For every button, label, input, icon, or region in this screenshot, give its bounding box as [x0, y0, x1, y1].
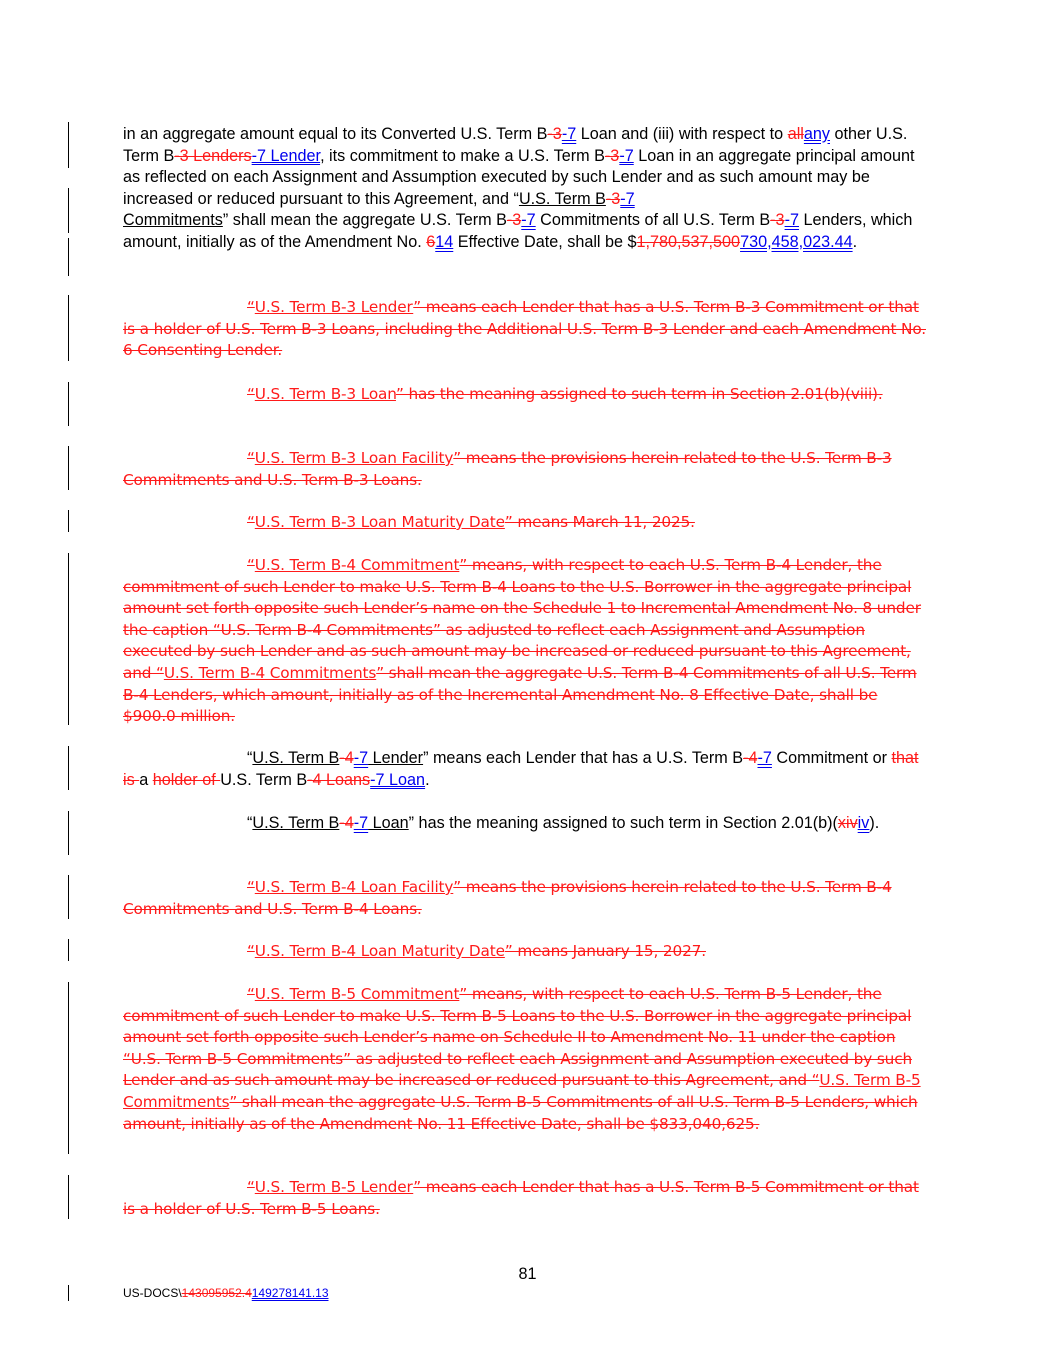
change-bar [68, 939, 69, 961]
deleted-text: -3 [506, 211, 522, 230]
deleted-text: ” means the provisions herein related to the U.S. Term B-4 Commitments and U.S. Term B-4 Loans. [123, 878, 892, 918]
change-bar [68, 811, 69, 855]
deleted-text: 1,780,537,500 [636, 232, 741, 251]
deleted-defined-term: U.S. Term B-4 Loan Facility [254, 878, 454, 896]
text: ). [869, 814, 880, 832]
defined-term: Commitments [123, 211, 223, 230]
text: ” shall mean the aggregate U.S. Term B [222, 211, 507, 230]
paragraph-us-term-b3-loan-facility-deleted [123, 448, 933, 491]
deleted-text: ” means each Lender that has a U.S. Term B-5 Commitment or that is a holder of U.S. Term B-5 Loans. [123, 1178, 919, 1218]
defined-term: U.S. Term B [518, 189, 606, 208]
inserted-text: 730,458,023.44 [740, 232, 853, 251]
inserted-text: -7 [521, 211, 536, 230]
text: “ [247, 749, 253, 767]
deleted-text: ” means January 15, 2027. [504, 942, 706, 960]
deleted-text: -3 [604, 146, 620, 165]
defined-term: Lender [368, 749, 424, 767]
change-bar [68, 382, 69, 426]
deleted-text: ” means the provisions herein related to the U.S. Term B-3 Commitments and U.S. Term B-3 Loans. [123, 449, 892, 489]
text: Commitments of all U.S. Term B [535, 211, 771, 230]
inserted-text: iv [857, 814, 870, 832]
text: other U.S. Term B [123, 125, 908, 165]
deleted-text: “ [247, 878, 255, 896]
deleted-text: that is [123, 749, 919, 789]
deleted-text: “ [247, 449, 255, 467]
deleted-text: ” shall mean the aggregate U.S. Term B-5 Commitments of all U.S. Term B-5 Lenders, which amount, initially as of the Amendment No. 11 Effective Date, shall be $833,040,625. [123, 1092, 918, 1133]
text: Loan in an aggregate principal amount as reflected on each Assignment and Assumption executed by such Lender and as such amount may be increased or reduced pursuant to this Agreement, and “ [123, 146, 915, 208]
inserted-text: -7 Loan [370, 770, 426, 789]
change-bar [68, 122, 69, 168]
text: a [139, 770, 153, 789]
text: “ [247, 814, 253, 832]
deleted-text: -3 [547, 125, 562, 143]
paragraph-us-term-b4-loan-facility-deleted [123, 877, 933, 920]
defined-term: U.S. Term B [252, 749, 340, 767]
deleted-text: -3 [605, 189, 621, 208]
text: , its commitment to make a U.S. Term B [320, 146, 605, 165]
change-bar [68, 238, 69, 276]
inserted-text: -7 [784, 211, 799, 230]
paragraph-us-term-b4-commitment-deleted [123, 555, 933, 728]
defined-term: U.S. Term B [252, 814, 340, 832]
deleted-text: “ [247, 513, 255, 531]
inserted-text: -7 [353, 814, 369, 832]
deleted-defined-term: U.S. Term B-3 Lender [254, 298, 414, 316]
paragraph-us-term-b7-commitment-continued [123, 124, 933, 254]
defined-term: Loan [368, 814, 409, 832]
change-bar [68, 553, 69, 725]
deleted-text: -3 Lenders [174, 146, 252, 165]
change-bar [68, 1175, 69, 1219]
change-bar [68, 188, 69, 233]
change-bar [68, 1285, 69, 1301]
text: Loan and (iii) with respect to [576, 125, 788, 143]
text: Lenders, which amount, initially as of the Amendment No. [123, 211, 913, 251]
inserted-text: -7 [620, 189, 635, 208]
deleted-text: “ [247, 385, 255, 403]
change-bar [68, 295, 69, 361]
inserted-text: -7 [561, 125, 577, 143]
text: Commitment or [771, 749, 892, 767]
deleted-text: -4 [339, 749, 354, 767]
text: in an aggregate amount equal to its Converted U.S. Term B [123, 125, 548, 143]
paragraph-us-term-b5-commitment-deleted [123, 984, 933, 1135]
paragraph-us-term-b3-lender-deleted [123, 297, 933, 362]
deleted-text: ” shall mean the aggregate U.S. Term B-4 Commitments of all U.S. Term B-4 Lenders, which amount, initially as of the Incremental Amendment No. 8 Effective Date, shall be $900.0 million. [123, 663, 917, 726]
change-bar [68, 875, 69, 919]
paragraph-us-term-b3-maturity-deleted [123, 512, 933, 534]
inserted-text: -7 [619, 146, 634, 165]
deleted-text: “ [247, 556, 255, 574]
deleted-text: “ [247, 942, 255, 960]
deleted-text: ” means March 11, 2025. [504, 513, 695, 531]
deleted-text: “ [247, 985, 255, 1003]
paragraph-us-term-b5-lender-deleted [123, 1177, 933, 1220]
inserted-text: 14 [435, 232, 454, 251]
deleted-text: -4 [339, 814, 354, 832]
deleted-defined-term: U.S. Term B-3 Loan Facility [254, 449, 454, 467]
change-bar [68, 746, 69, 790]
inserted-text: 149278141.13 [251, 1286, 329, 1300]
text: . [425, 770, 430, 789]
deleted-text: “ [247, 298, 255, 316]
deleted-text: all [787, 125, 804, 143]
text: ” means each Lender that has a U.S. Term B [423, 749, 744, 767]
deleted-defined-term: U.S. Term B-3 Loan Maturity Date [254, 513, 505, 531]
deleted-defined-term: U.S. Term B-4 Commitments [163, 663, 377, 682]
change-bar [68, 510, 69, 532]
text: ” has the meaning assigned to such term in Section 2.01(b)( [408, 814, 838, 832]
deleted-text: ” means, with respect to each U.S. Term B-4 Lender, the commitment of such Lender to make U.S. Term B-4 Loans to the U.S. Borrower in the aggregate principal amount set forth opposite such Lender’s name on the Schedule 1 to Incremental Amendment No. 8 under the caption “U.S. Term B-4 Commitments” as adjusted to reflect each Assignment and Assumption executed by such Lender and as such amount may be increased or reduced pursuant to this Agreement, and “ [123, 556, 921, 682]
deleted-defined-term: U.S. Term B-3 Loan [254, 385, 396, 403]
text: Effective Date, shall be $ [453, 232, 637, 251]
deleted-text: -4 [743, 749, 758, 767]
deleted-text: 6 [426, 232, 436, 251]
paragraph-us-term-b3-loan-deleted [123, 384, 933, 406]
inserted-text: -7 [757, 749, 772, 767]
deleted-text: “ [247, 1178, 255, 1196]
text: . [852, 232, 858, 251]
deleted-text: 143095952.4 [181, 1286, 252, 1300]
deleted-text: -4 Loans [307, 770, 371, 789]
paragraph-us-term-b4-maturity-deleted [123, 941, 933, 963]
deleted-text: holder of [152, 770, 221, 789]
deleted-text: -3 [770, 211, 785, 230]
document-footer-id [123, 1286, 329, 1300]
paragraph-us-term-b7-lender [123, 748, 933, 791]
deleted-defined-term: U.S. Term B-5 Lender [254, 1178, 414, 1196]
deleted-defined-term: U.S. Term B-5 Commitment [254, 985, 460, 1003]
deleted-text: ” has the meaning assigned to such term in Section 2.01(b)(viii). [395, 385, 883, 403]
inserted-text: -7 [353, 749, 369, 767]
inserted-text: -7 Lender [251, 146, 321, 165]
deleted-defined-term: U.S. Term B-4 Commitment [254, 556, 460, 574]
text: U.S. Term B [220, 770, 308, 789]
paragraph-us-term-b7-loan [123, 813, 933, 835]
deleted-defined-term: U.S. Term B-4 Loan Maturity Date [254, 942, 505, 960]
change-bar [68, 446, 69, 490]
deleted-defined-term: U.S. Term B-5 Commitments [123, 1071, 921, 1111]
change-bar [68, 982, 69, 1154]
deleted-text: xiv [837, 814, 858, 832]
inserted-text: any [803, 125, 830, 143]
page-number: 81 [518, 1265, 537, 1283]
deleted-text: ” means each Lender that has a U.S. Term B-3 Commitment or that is a holder of U.S. Term B-3 Loans, including the Additional U.S. Term B-3 Lender and each Amendment No. 6 Consenting Lender. [123, 298, 926, 360]
deleted-text: ” means, with respect to each U.S. Term B-5 Lender, the commitment of such Lender to make U.S. Term B-5 Loans to the U.S. Borrower in the aggregate principal amount set forth opposite such Lender’s name on Schedule II to Amendment No. 11 under the caption “U.S. Term B-5 Commitments” as adjusted to reflect each Assignment and Assumption executed by such Lender and as such amount may be increased or reduced pursuant to this Agreement, and “ [123, 985, 913, 1090]
footer-prefix: US-DOCS\ [123, 1286, 182, 1300]
